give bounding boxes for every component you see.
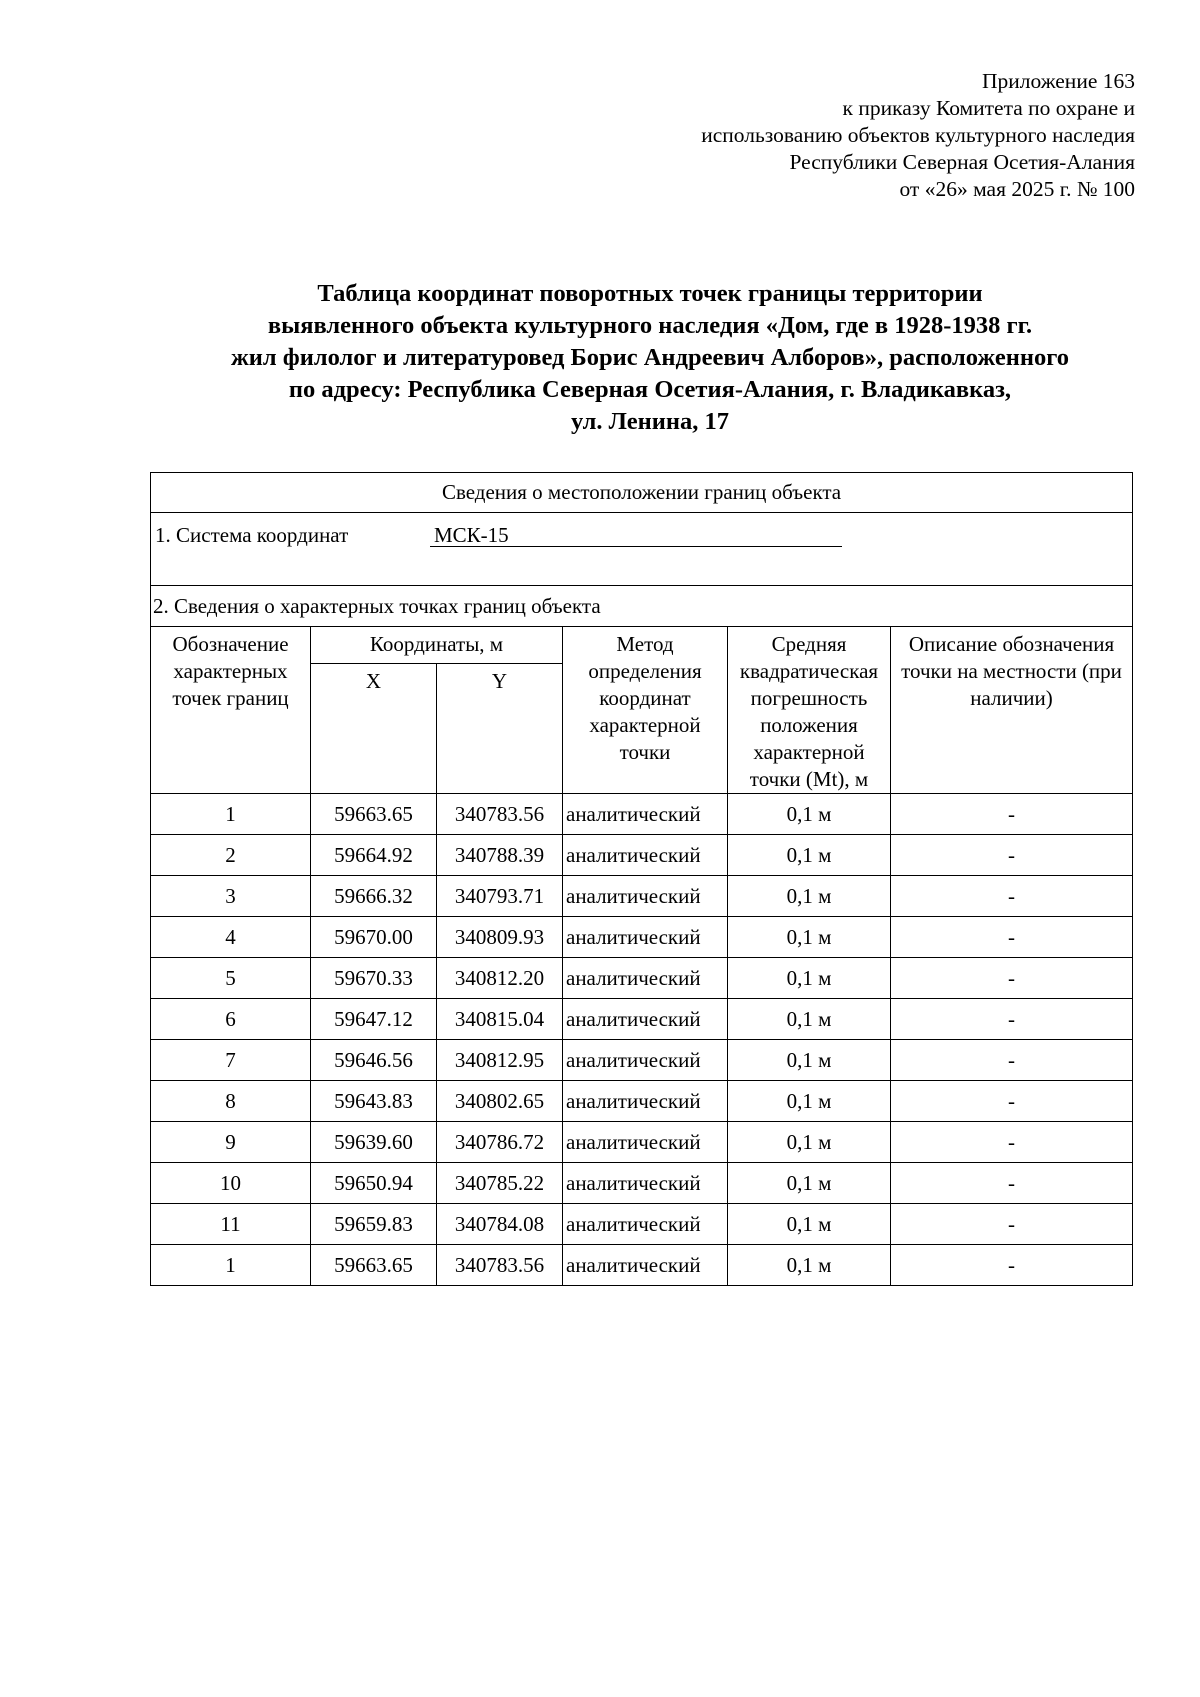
description-cell: - — [891, 958, 1133, 999]
table-row — [151, 835, 1133, 876]
method-cell: аналитический — [563, 1245, 728, 1286]
point-number-cell: 8 — [151, 1081, 311, 1122]
x-coordinate-cell: 59659.83 — [311, 1204, 437, 1245]
x-coordinate-cell: 59663.65 — [311, 794, 437, 835]
method-cell: аналитический — [563, 1040, 728, 1081]
point-number-cell: 2 — [151, 835, 311, 876]
y-coordinate-cell: 340815.04 — [437, 999, 563, 1040]
method-cell: аналитический — [563, 999, 728, 1040]
description-cell: - — [891, 794, 1133, 835]
error-cell: 0,1 м — [728, 999, 891, 1040]
error-cell: 0,1 м — [728, 1163, 891, 1204]
error-cell: 0,1 м — [728, 876, 891, 917]
table-row — [151, 1245, 1133, 1286]
appendix-line: к приказу Комитета по охране и — [842, 96, 1135, 120]
table-row — [151, 917, 1133, 958]
description-cell: - — [891, 876, 1133, 917]
x-coordinate-cell: 59647.12 — [311, 999, 437, 1040]
appendix-line: Республики Северная Осетия-Алания — [789, 150, 1135, 174]
coordinates-table — [150, 472, 1133, 1286]
description-cell: - — [891, 835, 1133, 876]
title-line: жил филолог и литературовед Борис Андреевич Алборов», расположенного — [231, 344, 1069, 371]
title-line: Таблица координат поворотных точек границы территории — [317, 280, 983, 307]
method-cell: аналитический — [563, 917, 728, 958]
y-coordinate-cell: 340793.71 — [437, 876, 563, 917]
header-error: Средняя квадратическая погрешность положения характерной точки (Mt), м — [728, 627, 891, 794]
point-number-cell: 11 — [151, 1204, 311, 1245]
error-cell: 0,1 м — [728, 1040, 891, 1081]
table-row — [151, 876, 1133, 917]
point-number-cell: 1 — [151, 1245, 311, 1286]
y-coordinate-cell: 340812.20 — [437, 958, 563, 999]
x-coordinate-cell: 59666.32 — [311, 876, 437, 917]
y-coordinate-cell: 340812.95 — [437, 1040, 563, 1081]
x-coordinate-cell: 59670.33 — [311, 958, 437, 999]
table-row — [151, 1204, 1133, 1245]
table-row — [151, 999, 1133, 1040]
y-coordinate-cell: 340788.39 — [437, 835, 563, 876]
table-row — [151, 794, 1133, 835]
y-coordinate-cell: 340785.22 — [437, 1163, 563, 1204]
table-row — [151, 1122, 1133, 1163]
error-cell: 0,1 м — [728, 917, 891, 958]
description-cell: - — [891, 917, 1133, 958]
header-designation: Обозначение характерных точек границ — [151, 627, 311, 794]
point-number-cell: 10 — [151, 1163, 311, 1204]
x-coordinate-cell: 59663.65 — [311, 1245, 437, 1286]
method-cell: аналитический — [563, 958, 728, 999]
x-coordinate-cell: 59639.60 — [311, 1122, 437, 1163]
point-number-cell: 5 — [151, 958, 311, 999]
method-cell: аналитический — [563, 794, 728, 835]
header-x: X — [311, 664, 437, 794]
y-coordinate-cell: 340809.93 — [437, 917, 563, 958]
appendix-header — [701, 68, 1135, 203]
coord-system-value: МСК-15 — [430, 524, 842, 547]
x-coordinate-cell: 59646.56 — [311, 1040, 437, 1081]
point-number-cell: 4 — [151, 917, 311, 958]
y-coordinate-cell: 340802.65 — [437, 1081, 563, 1122]
point-number-cell: 1 — [151, 794, 311, 835]
x-coordinate-cell: 59664.92 — [311, 835, 437, 876]
description-cell: - — [891, 1040, 1133, 1081]
x-coordinate-cell: 59670.00 — [311, 917, 437, 958]
method-cell: аналитический — [563, 1081, 728, 1122]
point-number-cell: 7 — [151, 1040, 311, 1081]
y-coordinate-cell: 340786.72 — [437, 1122, 563, 1163]
header-y: Y — [437, 664, 563, 794]
y-coordinate-cell: 340784.08 — [437, 1204, 563, 1245]
header-coords: Координаты, м — [311, 627, 563, 664]
point-number-cell: 3 — [151, 876, 311, 917]
point-number-cell: 6 — [151, 999, 311, 1040]
error-cell: 0,1 м — [728, 1204, 891, 1245]
document-title — [150, 278, 1150, 438]
x-coordinate-cell: 59650.94 — [311, 1163, 437, 1204]
title-line: ул. Ленина, 17 — [571, 408, 729, 435]
description-cell: - — [891, 999, 1133, 1040]
description-cell: - — [891, 1122, 1133, 1163]
error-cell: 0,1 м — [728, 794, 891, 835]
header-description: Описание обозначения точки на местности (при наличии) — [891, 627, 1133, 794]
title-line: выявленного объекта культурного наследия «Дом, где в 1928-1938 гг. — [267, 312, 1033, 339]
title-line: по адресу: Республика Северная Осетия-Алания, г. Владикавказ, — [288, 376, 1012, 403]
table-row — [151, 958, 1133, 999]
method-cell: аналитический — [563, 876, 728, 917]
y-coordinate-cell: 340783.56 — [437, 794, 563, 835]
coord-system-row — [151, 513, 1133, 586]
error-cell: 0,1 м — [728, 835, 891, 876]
table-row — [151, 1040, 1133, 1081]
x-coordinate-cell: 59643.83 — [311, 1081, 437, 1122]
appendix-line: Приложение 163 — [981, 69, 1135, 93]
description-cell: - — [891, 1081, 1133, 1122]
error-cell: 0,1 м — [728, 1122, 891, 1163]
section-title: Сведения о местоположении границ объекта — [151, 473, 1133, 513]
method-cell: аналитический — [563, 835, 728, 876]
method-cell: аналитический — [563, 1163, 728, 1204]
description-cell: - — [891, 1163, 1133, 1204]
y-coordinate-cell: 340783.56 — [437, 1245, 563, 1286]
coord-system-label: 1. Система координат — [155, 523, 349, 547]
description-cell: - — [891, 1204, 1133, 1245]
method-cell: аналитический — [563, 1204, 728, 1245]
point-number-cell: 9 — [151, 1122, 311, 1163]
method-cell: аналитический — [563, 1122, 728, 1163]
description-cell: - — [891, 1245, 1133, 1286]
appendix-line: использованию объектов культурного наследия — [701, 123, 1135, 147]
points-label: 2. Сведения о характерных точках границ объекта — [151, 586, 1133, 627]
error-cell: 0,1 м — [728, 1245, 891, 1286]
error-cell: 0,1 м — [728, 958, 891, 999]
table-row — [151, 1163, 1133, 1204]
appendix-line: от «26» мая 2025 г. № 100 — [899, 177, 1135, 201]
error-cell: 0,1 м — [728, 1081, 891, 1122]
table-row — [151, 1081, 1133, 1122]
header-method: Метод определения координат характерной точки — [563, 627, 728, 794]
